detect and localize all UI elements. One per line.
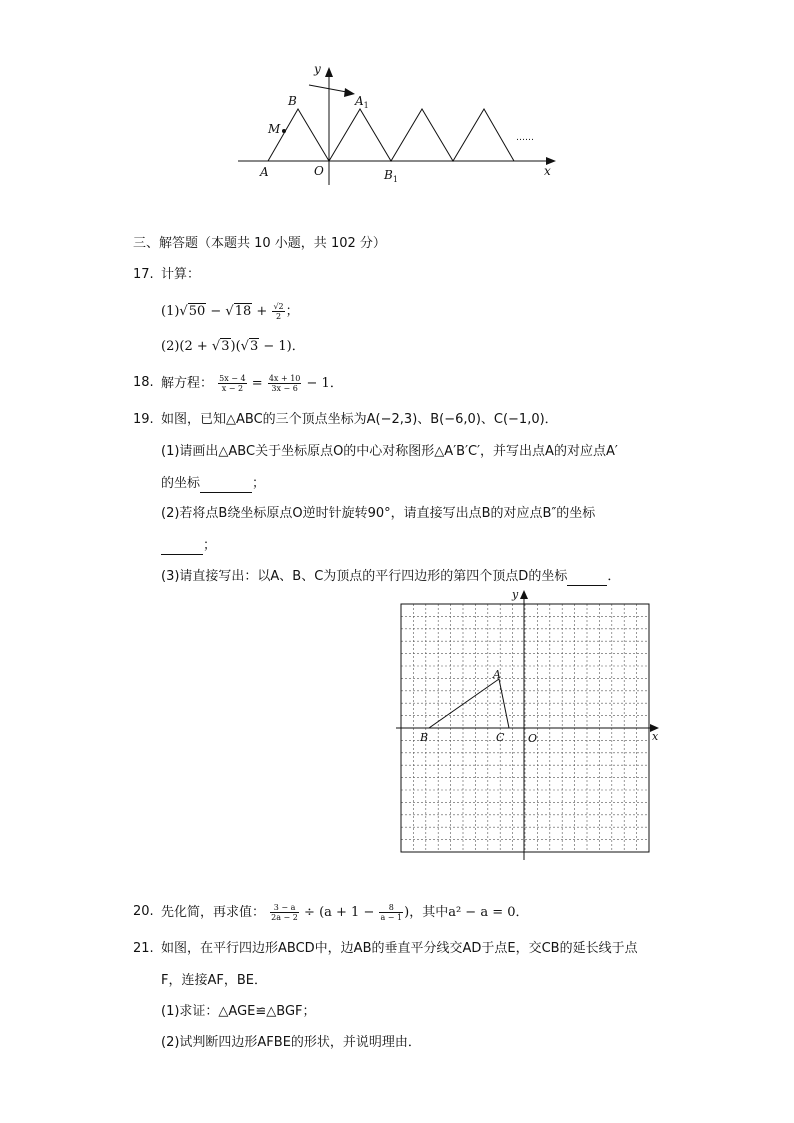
q17-number: 17. — [133, 267, 154, 282]
q18-number: 18. — [133, 375, 154, 390]
q19-part1-line2: 的坐标 ； — [161, 476, 266, 491]
grid-label-c: C — [496, 731, 505, 744]
grid-label-o: O — [528, 732, 538, 745]
section-header: 三、解答题（本题共 10 小题，共 102 分） — [133, 236, 386, 251]
grid-label-b: B — [420, 731, 429, 744]
q19-number: 19. — [133, 412, 154, 427]
y-axis-arrow — [325, 67, 333, 77]
q19-part2-line1: (2)若将点B绕坐标原点O逆时针旋转90°，请直接写出点B的对应点B″的坐标 — [161, 506, 596, 521]
zigzag-figure — [230, 55, 570, 185]
grid-label-a: A — [493, 668, 501, 681]
grid-label-y: y — [512, 588, 519, 601]
label-a1: $A_1$ — [355, 94, 369, 110]
q19-part1-line1: (1)请画出△ABC关于坐标原点O的中心对称图形△A′B′C′，并写出点A的对应点A′ — [161, 444, 618, 459]
q21-number: 21. — [133, 941, 154, 956]
label-b1: $B_1$ — [384, 168, 398, 184]
q18-equation: 解方程： $\frac{5x - 4}{x - 2}$ = $\frac{4x + 10}{3x - 6}$ − 1． — [161, 374, 343, 393]
label-dots: …… — [516, 133, 534, 143]
triangle-row — [329, 109, 514, 161]
answer-blank-b-double-prime[interactable] — [161, 540, 203, 555]
label-m: M — [268, 122, 281, 136]
q19-part2-line2: ； — [161, 537, 216, 555]
label-x: x — [544, 164, 551, 178]
label-o: O — [314, 164, 324, 178]
movement-arrowhead — [344, 88, 355, 97]
q21-line1: 如图，在平行四边形ABCD中，边AB的垂直平分线交AD于点E，交CB的延长线于点 — [161, 941, 638, 956]
point-m — [282, 129, 286, 133]
q17-part2: (2)(2 + √3)(√3 − 1)． — [161, 339, 305, 354]
label-a: A — [260, 165, 269, 179]
q21-part1: (1)求证：△AGE≌△BGF； — [161, 1004, 316, 1019]
q20-number: 20. — [133, 904, 154, 919]
answer-blank-a-prime[interactable] — [200, 478, 252, 493]
label-y: y — [314, 62, 321, 76]
grid-y-axis-arrow — [520, 590, 528, 599]
label-b: B — [288, 94, 297, 108]
q20-expression: 先化简，再求值： $\frac{3 - a}{2a - 2}$ ÷ (a + 1 − $\frac{8}{a - 1}$ )，其中a² − a = 0． — [161, 903, 529, 922]
grid-label-x: x — [652, 730, 659, 743]
coordinate-grid-figure — [390, 584, 665, 864]
q17-title: 计算： — [161, 267, 201, 282]
q19-part3: (3)请直接写出：以A、B、C为顶点的平行四边形的第四个顶点D的坐标 ． — [161, 569, 621, 584]
q21-part2: (2)试判断四边形AFBE的形状，并说明理由． — [161, 1035, 421, 1050]
q17-part1: (1)√50 − √18 + $\frac{√2}{2}$ ； — [161, 302, 299, 321]
q21-line2: F，连接AF，BE． — [161, 973, 267, 988]
q19-stem: 如图，已知△ABC的三个顶点坐标为A(−2,3)、B(−6,0)、C(−1,0)． — [161, 412, 558, 427]
